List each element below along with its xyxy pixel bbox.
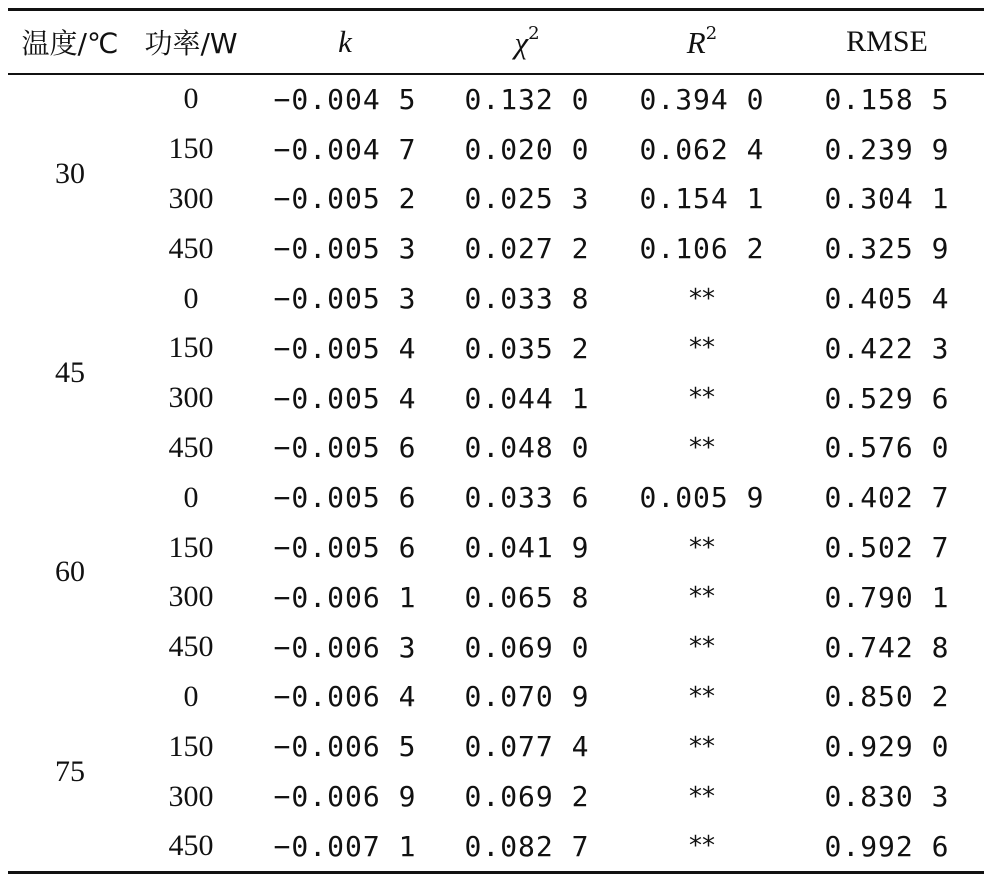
header-k: [250, 11, 440, 73]
r-squared-cell: **: [689, 432, 715, 463]
power-cell: 0: [183, 480, 199, 514]
k-cell: −0.007 1: [273, 829, 417, 863]
chi-squared-cell: 0.035 2: [464, 331, 590, 365]
rmse-cell: 0.422 3: [824, 331, 950, 365]
k-cell: −0.006 3: [273, 630, 417, 664]
chi-squared-cell: 0.025 3: [464, 182, 590, 216]
temperature-cell: 30: [55, 157, 85, 191]
k-cell: −0.006 4: [273, 680, 417, 714]
chi-squared-cell: 0.082 7: [464, 829, 590, 863]
r-squared-cell: **: [689, 582, 715, 613]
table-row: [8, 772, 984, 822]
table-row: [8, 572, 984, 622]
k-cell: −0.004 5: [273, 82, 417, 116]
chi-squared-cell: 0.132 0: [464, 82, 590, 116]
r-squared-cell: **: [689, 731, 715, 762]
chi-squared-cell: 0.070 9: [464, 680, 590, 714]
rmse-cell: 0.529 6: [824, 381, 950, 415]
header-r-exponent: 2: [705, 23, 718, 44]
table-row: [8, 672, 984, 722]
k-cell: −0.006 9: [273, 780, 417, 814]
k-cell: −0.005 3: [273, 232, 417, 266]
r-squared-cell: 0.005 9: [639, 481, 765, 515]
power-cell: 300: [168, 779, 214, 813]
r-squared-cell: **: [689, 532, 715, 563]
bottom-rule: [8, 871, 984, 874]
rmse-cell: 0.576 0: [824, 431, 950, 465]
r-squared-cell: 0.106 2: [639, 232, 765, 266]
power-cell: 300: [168, 580, 214, 614]
power-cell: 150: [168, 132, 214, 166]
table-row: [8, 373, 984, 423]
data-table-container: [8, 8, 984, 874]
chi-squared-cell: 0.048 0: [464, 431, 590, 465]
chi-squared-cell: 0.027 2: [464, 232, 590, 266]
chi-squared-cell: 0.041 9: [464, 531, 590, 565]
chi-squared-cell: 0.069 2: [464, 780, 590, 814]
rmse-cell: 0.992 6: [824, 829, 950, 863]
power-cell: 150: [168, 331, 214, 365]
header-temperature: 温度/℃: [21, 27, 119, 60]
table-row: [8, 821, 984, 871]
chi-squared-cell: 0.033 6: [464, 481, 590, 515]
table-row: [8, 174, 984, 224]
k-cell: −0.006 5: [273, 730, 417, 764]
table-row: [8, 473, 984, 523]
table-row: [8, 722, 984, 772]
r-squared-cell: **: [689, 632, 715, 663]
power-cell: 450: [168, 231, 214, 265]
r-squared-cell: **: [689, 831, 715, 862]
power-cell: 450: [168, 630, 214, 664]
rmse-cell: 0.830 3: [824, 780, 950, 814]
rmse-cell: 0.405 4: [824, 282, 950, 316]
header-r-squared: [614, 11, 790, 73]
chi-squared-cell: 0.020 0: [464, 132, 590, 166]
rmse-cell: 0.402 7: [824, 481, 950, 515]
header-row: [8, 11, 984, 73]
rmse-cell: 0.325 9: [824, 232, 950, 266]
power-cell: 0: [183, 82, 199, 116]
header-rmse: RMSE: [846, 25, 928, 58]
rmse-cell: 0.929 0: [824, 730, 950, 764]
chi-squared-cell: 0.033 8: [464, 282, 590, 316]
table-row: [8, 523, 984, 573]
power-cell: 300: [168, 381, 214, 415]
power-cell: 150: [168, 729, 214, 763]
power-cell: 450: [168, 430, 214, 464]
k-cell: −0.005 4: [273, 381, 417, 415]
rmse-cell: 0.742 8: [824, 630, 950, 664]
power-cell: 150: [168, 530, 214, 564]
rmse-cell: 0.158 5: [824, 82, 950, 116]
temperature-cell: 75: [55, 754, 85, 788]
k-cell: −0.005 6: [273, 531, 417, 565]
r-squared-cell: **: [689, 681, 715, 712]
r-squared-cell: 0.154 1: [639, 182, 765, 216]
r-squared-cell: **: [689, 333, 715, 364]
k-cell: −0.005 2: [273, 182, 417, 216]
rmse-cell: 0.790 1: [824, 580, 950, 614]
header-power: 功率/W: [144, 27, 238, 60]
temperature-cell: 60: [55, 555, 85, 589]
chi-squared-cell: 0.065 8: [464, 580, 590, 614]
table-row: [8, 124, 984, 174]
table-body: [8, 75, 984, 872]
k-cell: −0.005 4: [273, 331, 417, 365]
table-row: [8, 323, 984, 373]
header-chi-symbol: χ: [514, 25, 529, 60]
power-cell: 0: [183, 281, 199, 315]
r-squared-cell: 0.062 4: [639, 132, 765, 166]
table-row: [8, 274, 984, 324]
r-squared-cell: **: [689, 383, 715, 414]
k-cell: −0.005 3: [273, 282, 417, 316]
header-chi-squared: [440, 11, 614, 73]
r-squared-cell: 0.394 0: [639, 82, 765, 116]
r-squared-cell: **: [689, 781, 715, 812]
k-cell: −0.005 6: [273, 481, 417, 515]
chi-squared-cell: 0.077 4: [464, 730, 590, 764]
header-k-symbol: k: [338, 24, 352, 59]
k-cell: −0.004 7: [273, 132, 417, 166]
rmse-cell: 0.502 7: [824, 531, 950, 565]
rmse-cell: 0.850 2: [824, 680, 950, 714]
table-row: [8, 75, 984, 125]
rmse-cell: 0.239 9: [824, 132, 950, 166]
chi-squared-cell: 0.069 0: [464, 630, 590, 664]
chi-squared-cell: 0.044 1: [464, 381, 590, 415]
data-table-body: [8, 75, 984, 872]
header-r-symbol: R: [686, 25, 706, 60]
table-row: [8, 622, 984, 672]
r-squared-cell: **: [689, 283, 715, 314]
data-table: [8, 11, 984, 73]
k-cell: −0.005 6: [273, 431, 417, 465]
power-cell: 300: [168, 181, 214, 215]
temperature-cell: 45: [55, 356, 85, 390]
power-cell: 0: [183, 679, 199, 713]
k-cell: −0.006 1: [273, 580, 417, 614]
table-row: [8, 423, 984, 473]
table-row: [8, 224, 984, 274]
rmse-cell: 0.304 1: [824, 182, 950, 216]
header-chi-exponent: 2: [528, 23, 540, 44]
power-cell: 450: [168, 829, 214, 863]
